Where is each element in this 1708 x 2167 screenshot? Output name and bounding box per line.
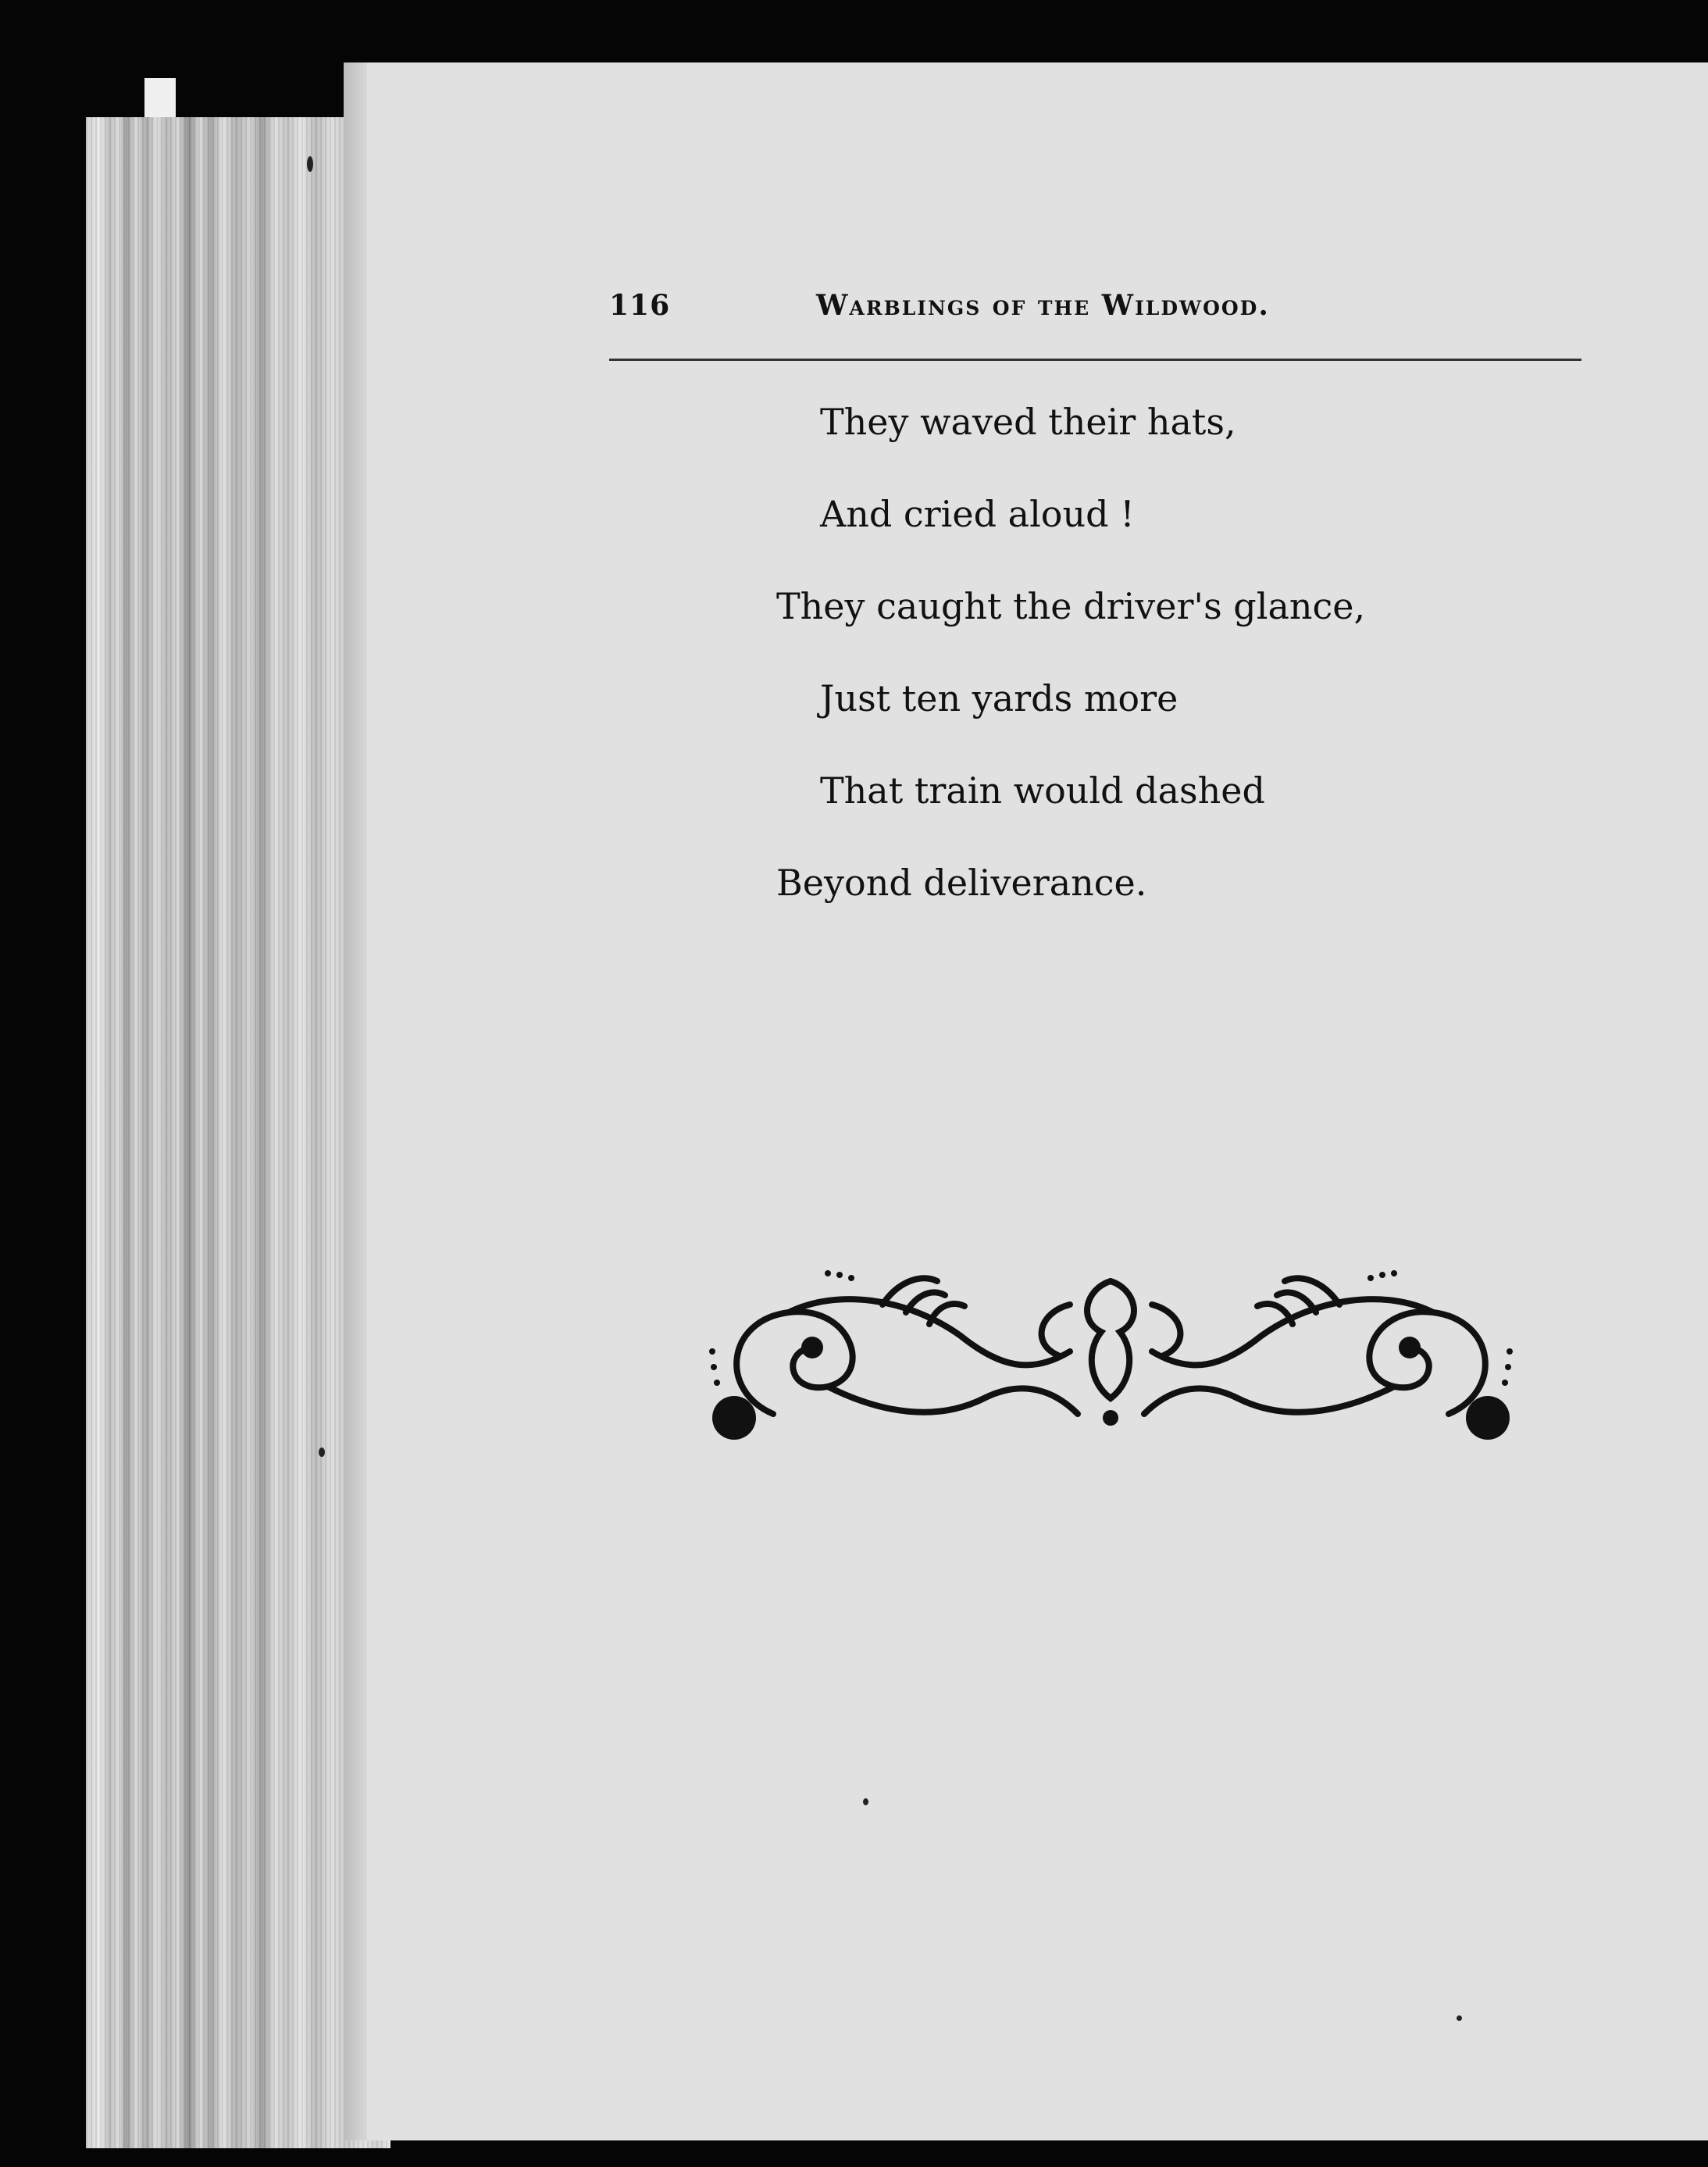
running-head <box>609 289 1581 336</box>
book-page <box>367 62 1708 2140</box>
verse-line: Beyond deliverance. <box>776 862 1147 904</box>
verse-line: They caught the driver's glance, <box>776 585 1366 627</box>
verse-line: That train would dashed <box>820 769 1265 812</box>
decorative-tailpiece-icon <box>703 1258 1519 1453</box>
verse-line: They waved their hats, <box>820 401 1236 443</box>
page-number: 116 <box>609 289 671 322</box>
scan-speck <box>863 1798 868 1805</box>
scan-speck <box>307 156 313 172</box>
scan-speck <box>1457 2015 1462 2021</box>
verse-line: And cried aloud ! <box>820 493 1135 535</box>
scan-speck <box>319 1448 325 1457</box>
header-rule <box>609 359 1581 361</box>
verse-line: Just ten yards more <box>820 677 1178 719</box>
running-title: Warblings of the Wildwood. <box>816 289 1270 322</box>
